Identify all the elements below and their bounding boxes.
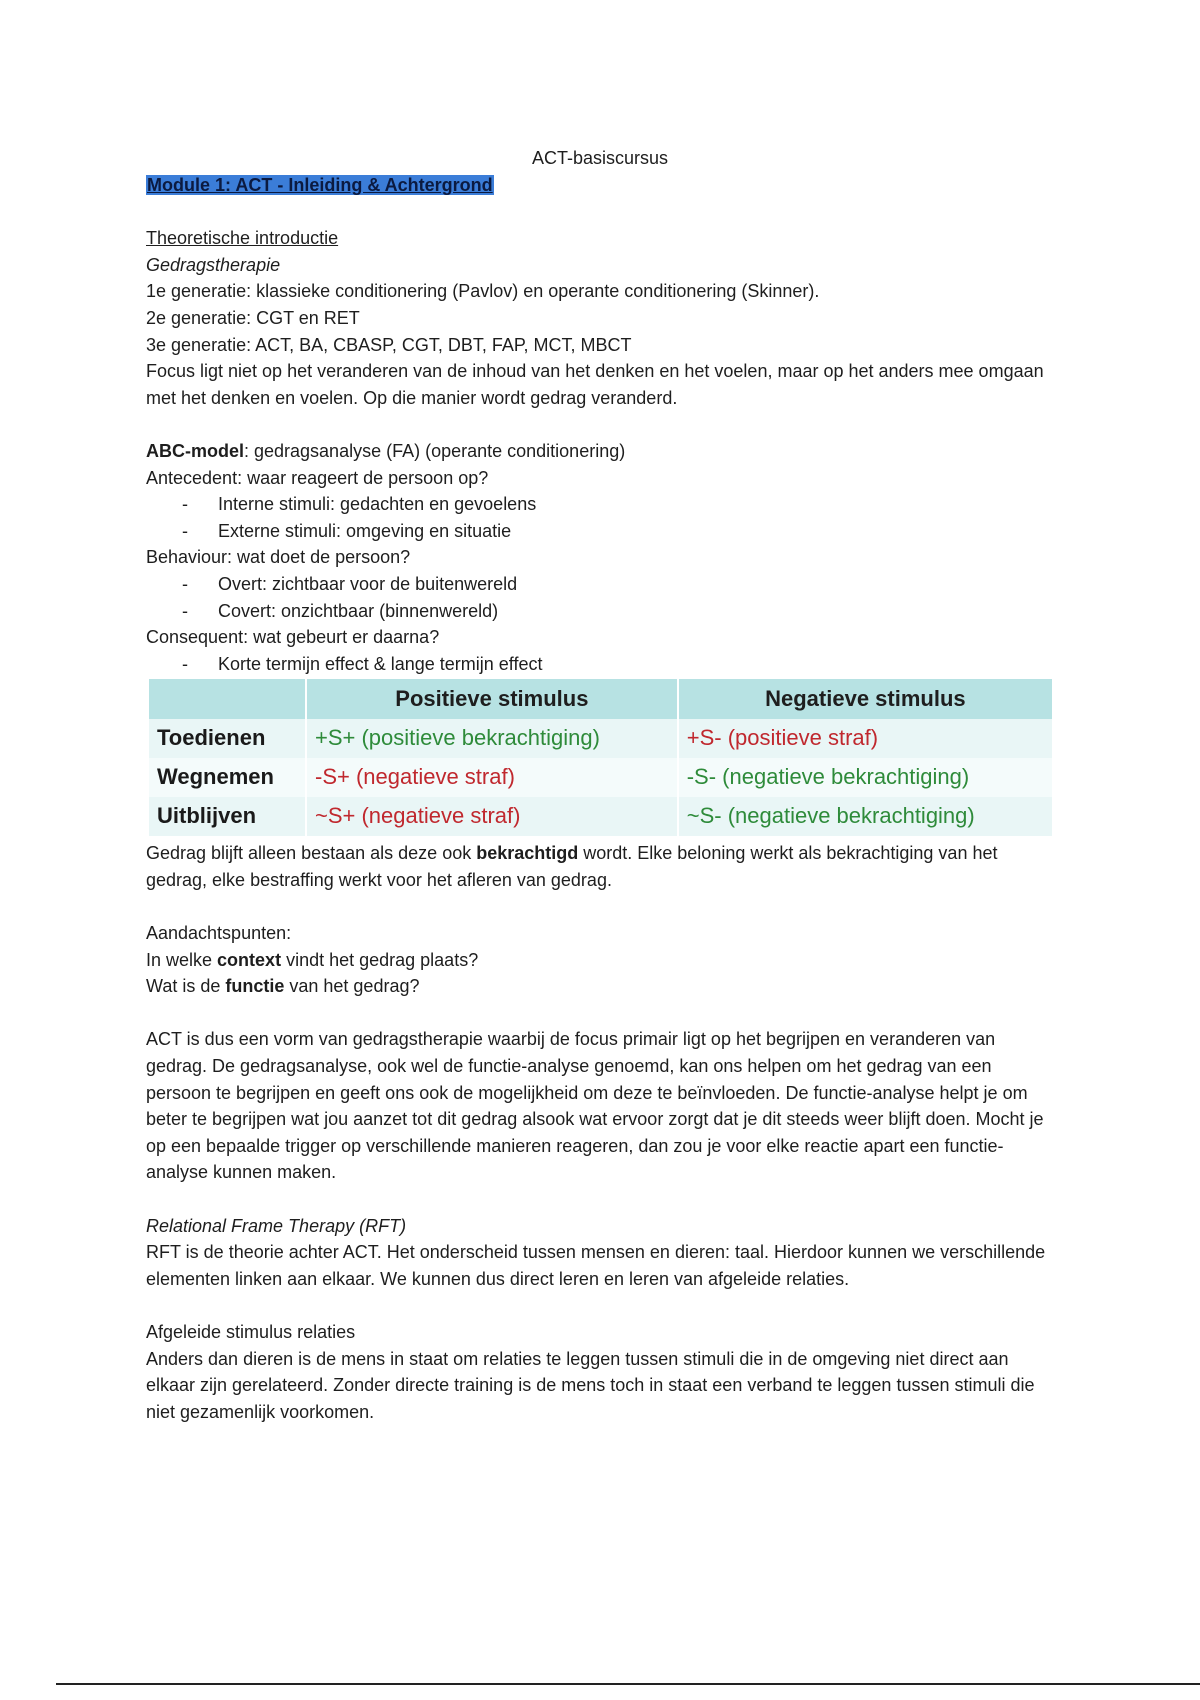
cell-negative: ~S- (negatieve bekrachtiging) [686,803,975,829]
module-title[interactable]: Module 1: ACT - Inleiding & Achtergrond [147,175,493,195]
reinforcement-paragraph [146,840,1046,893]
rft-paragraph: RFT is de theorie achter ACT. Het onderscheid tussen mensen en dieren: taal. Hierdoor kunnen we verschillende elementen linken aan elkaar. We kunnen dus direct leren en leren van afgeleide relaties. [146,1242,1046,1289]
document-body [146,172,1046,1425]
module-title-line [146,172,1046,199]
list-item: - Interne stimuli: gedachten en gevoelens [146,491,1046,518]
table-header-row [149,679,1052,719]
table-row [149,719,1052,758]
act-paragraph: ACT is dus een vorm van gedragstherapie waarbij de focus primair ligt op het begrijpen en veranderen van gedrag. De gedragsanalyse, ook wel de functie-analyse genoemd, kan ons helpen om het gedrag van een persoon te begrijpen en geeft ons ook de mogelijkheid om deze te beïnvloeden. De functie-analyse helpt je om beter te begrijpen wat jou aanzet tot dit gedrag alsook wat ervoor zorgt dat je dit steeds weer blijft doen. Mocht je op een bepaalde trigger op verschillende manieren reageren, dan zou je voor elke reactie apart een functie-analyse kunnen maken. [146,1029,1044,1183]
table-row [149,758,1052,797]
text-span: wordt. Elke beloning werkt als bekrachtiging van het gedrag, elke bestraffing werkt voor het afleren van gedrag. [146,843,998,890]
subheading-gedragstherapie: Gedragstherapie [146,254,281,275]
antecedent-list [146,491,1046,544]
row-label: Uitblijven [149,797,306,836]
bold-functie: functie [225,976,285,997]
list-item: - Korte termijn effect & lange termijn effect [146,651,1046,678]
rft-heading: Relational Frame Therapy (RFT) [146,1215,407,1236]
abc-model-desc: : gedragsanalyse (FA) (operante conditionering) [244,440,626,461]
question-function [146,973,1046,1000]
abc-model-line [146,438,1046,465]
row-label: Toedienen [149,719,306,758]
section-heading-intro: Theoretische introductie [146,228,339,249]
antecedent-line: Antecedent: waar reageert de persoon op? [146,467,489,488]
bold-bekrachtigd: bekrachtigd [476,843,579,864]
generation-1: 1e generatie: klassieke conditionering (Pavlov) en operante conditionering (Skinner). [146,281,820,302]
consequent-list [146,651,1046,678]
attention-heading: Aandachtspunten: [146,923,292,944]
generation-2: 2e generatie: CGT en RET [146,307,360,328]
behaviour-line: Behaviour: wat doet de persoon? [146,547,411,568]
derived-paragraph: Anders dan dieren is de mens in staat om relaties te leggen tussen stimuli die in de omgeving niet direct aan elkaar zijn gerelateerd. Zonder directe training is de mens toch in staat een verband te leggen tussen stimuli die niet gezamenlijk voorkomen. [146,1348,1035,1422]
cell-negative: -S- (negatieve bekrachtiging) [686,764,970,790]
bold-context: context [217,949,282,970]
derived-heading: Afgeleide stimulus relaties [146,1321,356,1342]
question-context [146,947,1046,974]
text-span: Wat is de [146,976,226,997]
list-item: - Overt: zichtbaar voor de buitenwereld [146,571,1046,598]
list-item: - Externe stimuli: omgeving en situatie [146,518,1046,545]
document-title: ACT-basiscursus [531,148,669,168]
table-header-negative: Negatieve stimulus [678,679,1052,719]
behaviour-list [146,571,1046,624]
generation-3: 3e generatie: ACT, BA, CBASP, CGT, DBT, FAP, MCT, MBCT [146,334,632,355]
text-span: van het gedrag? [284,976,420,997]
consequent-line: Consequent: wat gebeurt er daarna? [146,627,440,648]
table-row [149,797,1052,836]
table-header-empty [149,679,306,719]
cell-negative: +S- (positieve straf) [686,725,879,751]
row-label: Wegnemen [149,758,306,797]
focus-paragraph: Focus ligt niet op het veranderen van de inhoud van het denken en het voelen, maar op het anders mee omgaan met het denken en voelen. Op die manier wordt gedrag veranderd. [146,361,1044,408]
abc-model-label: ABC-model [146,440,244,461]
stimulus-table [149,679,1052,836]
cell-positive: -S+ (negatieve straf) [306,758,678,797]
text-span: Gedrag blijft alleen bestaan als deze ook [146,843,477,864]
list-item: - Covert: onzichtbaar (binnenwereld) [146,598,1046,625]
text-span: vindt het gedrag plaats? [281,949,479,970]
page-bottom-rule [56,1683,1200,1685]
cell-positive: +S+ (positieve bekrachtiging) [306,719,678,758]
text-span: In welke [146,949,218,970]
table-header-positive: Positieve stimulus [306,679,678,719]
cell-positive: ~S+ (negatieve straf) [306,797,678,836]
